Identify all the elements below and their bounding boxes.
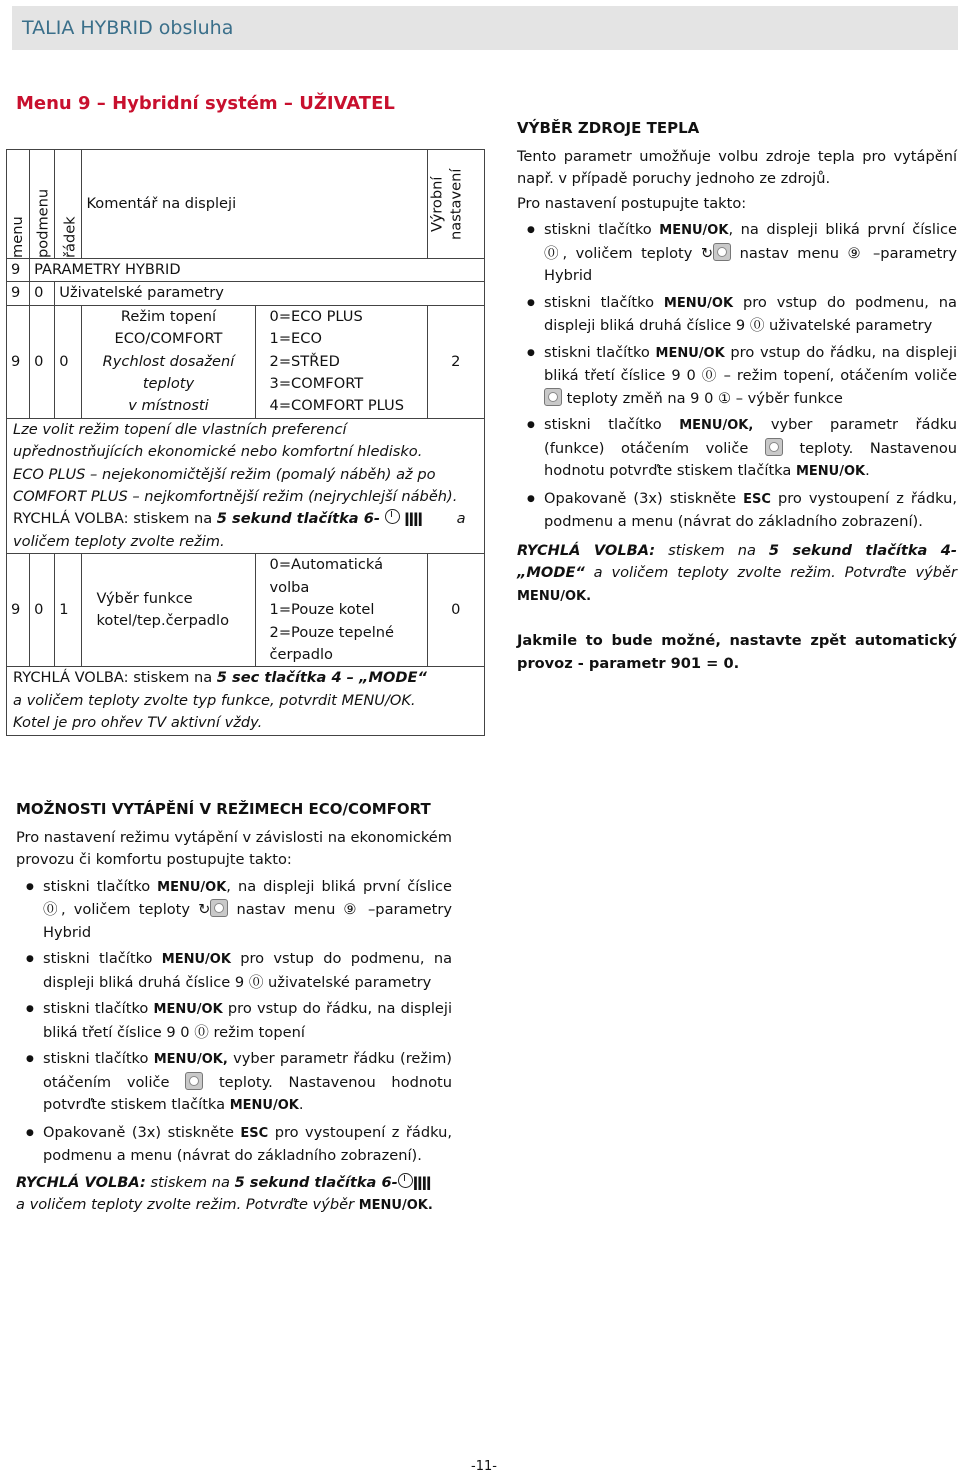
- intro-text: Pro nastavení režimu vytápění v závislosti na ekonomickém provozu či komfortu postupujte takto:: [16, 828, 452, 868]
- list-item: ● stiskni tlačítko MENU/OK, vyber parametr řádku (režim) otáčením voliče teploty. Nastavenou hodnotu potvrďte stiskem tlačítka MENU/OK.: [16, 1048, 452, 1118]
- bottom-section: [16, 798, 452, 1218]
- quick-select-note: [13, 667, 478, 689]
- param-name: Výběr funkce kotel/tep.čerpadlo: [82, 554, 255, 667]
- row-90-label: Uživatelské parametry: [55, 282, 485, 305]
- header-title: TALIA HYBRID obsluha: [22, 17, 234, 39]
- list-item: ● stiskni tlačítko MENU/OK, vyber parametr řádku (funkce) otáčením voliče teploty. Nastavenou hodnotu potvrďte stiskem tlačítka MENU/OK.: [517, 414, 957, 484]
- cell-menu: 9: [7, 305, 30, 418]
- param-name-line: teploty: [142, 375, 195, 393]
- list-item: ● stiskni tlačítko MENU/OK, na displeji bliká první číslice ⓪, voličem teploty ↻ nastav menu ⑨ –parametry Hybrid: [517, 219, 957, 288]
- row-9-label: PARAMETRY HYBRID: [30, 259, 485, 282]
- param-name-line: ECO/COMFORT: [114, 330, 223, 348]
- note-text: a voličem teploty zvolte typ funkce, potvrdit MENU/OK.: [13, 691, 416, 709]
- note-text: ECO PLUS – nejekonomičtější režim (pomalý náběh) až po COMFORT PLUS – nejkomfortnější režim (nejrychlejší náběh).: [13, 465, 458, 506]
- table-note-row: [7, 418, 485, 553]
- knob-icon: [713, 243, 731, 261]
- table-row: [7, 259, 485, 282]
- note-text: Lze volit režim topení dle vlastních preferencí upřednostňujících ekonomické nebo komfortní hledisko.: [13, 420, 423, 461]
- col-comment-header: Komentář na displeji: [82, 150, 427, 259]
- factory-value: 2: [427, 305, 484, 418]
- table-header-row: [7, 150, 485, 259]
- note-text: 5 sec tlačítka 4 – „MODE“: [216, 669, 427, 687]
- section-heading: MOŽNOSTI VYTÁPĚNÍ V REŽIMECH ECO/COMFORT: [16, 800, 431, 818]
- clock-icon: [385, 509, 400, 524]
- option-item: 1=Pouze kotel: [269, 601, 375, 619]
- menu-title: Menu 9 – Hybridní systém – UŽIVATEL: [16, 93, 395, 114]
- list-item: ● stiskni tlačítko MENU/OK pro vstup do řádku, na displeji bliká třetí číslice 9 0 ⓪ režim topení: [16, 998, 452, 1044]
- clock-icon: [398, 1173, 413, 1188]
- table-note-row: [7, 667, 485, 735]
- knob-icon: [185, 1072, 203, 1090]
- note-text: RYCHLÁ VOLBA: stiskem na: [13, 510, 213, 528]
- col-radek-header: řádek: [55, 150, 82, 259]
- param-name-line: Režim topení: [120, 307, 217, 325]
- cell-menu: 9: [7, 259, 30, 282]
- factory-header-text: Výrobní nastavení: [428, 168, 465, 240]
- note-text: voličem teploty zvolte režim.: [13, 532, 225, 550]
- list-item: ● stiskni tlačítko MENU/OK pro vstup do řádku, na displeji bliká třetí číslice 9 0 ⓪ – režim topení, otáčením voliče teploty změň na 9 0 ① – výběr funkce: [517, 342, 957, 411]
- quick-select: RYCHLÁ VOLBA: stiskem na 5 sekund tlačítka 6- ǀǀǀǀ a voličem teploty zvolte režim. Potvrďte výběr MENU/OK.: [16, 1173, 433, 1213]
- list-item: ● stiskni tlačítko MENU/OK pro vstup do podmenu, na displeji bliká druhá číslice 9 ⓪ uživatelské parametry: [517, 292, 957, 338]
- note-text: a: [456, 510, 466, 528]
- steps-list: [16, 876, 452, 1168]
- cell-podmenu: 0: [30, 554, 55, 667]
- list-item: ● stiskni tlačítko MENU/OK, na displeji bliká první číslice ⓪, voličem teploty ↻ nastav menu ⑨ –parametry Hybrid: [16, 876, 452, 945]
- table-row: [7, 554, 485, 667]
- cell-radek: 0: [55, 305, 82, 418]
- cell-menu: 9: [7, 554, 30, 667]
- factory-value: 0: [427, 554, 484, 667]
- col-podmenu-header: podmenu: [30, 150, 55, 259]
- param-options: [255, 554, 427, 667]
- section-heading: VÝBĚR ZDROJE TEPLA: [517, 119, 700, 137]
- col-menu-header: menu: [7, 150, 30, 259]
- note-text: 5 sekund tlačítka 6-: [216, 510, 380, 528]
- note-901: [7, 667, 485, 735]
- option-item: 0=Automatická volba: [269, 556, 384, 596]
- col-factory-header: [427, 150, 484, 259]
- option-item: 3=COMFORT: [269, 375, 364, 393]
- parameter-table: [6, 149, 485, 736]
- steps-intro: Pro nastavení postupujte takto:: [517, 194, 747, 212]
- knob-icon: [544, 388, 562, 406]
- quick-select: RYCHLÁ VOLBA: stiskem na 5 sekund tlačítka 4- „MODE“ a voličem teploty zvolte režim. Potvrďte výběr MENU/OK.: [517, 541, 958, 604]
- list-item: ● stiskni tlačítko MENU/OK pro vstup do podmenu, na displeji bliká druhá číslice 9 ⓪ uživatelské parametry: [16, 948, 452, 994]
- knob-icon: [210, 899, 228, 917]
- option-item: 2=STŘED: [269, 352, 340, 370]
- option-item: 2=Pouze tepelné čerpadlo: [269, 623, 395, 663]
- right-column: [517, 117, 957, 675]
- cell-radek: 1: [55, 554, 82, 667]
- bars-icon: ǀǀǀǀ: [404, 510, 422, 528]
- option-item: 0=ECO PLUS: [269, 307, 363, 325]
- knob-icon: [765, 438, 783, 456]
- note-text: Kotel je pro ohřev TV aktivní vždy.: [13, 714, 263, 732]
- option-item: 1=ECO: [269, 330, 322, 348]
- table-row: [7, 282, 485, 305]
- page-number: -11-: [471, 1459, 497, 1474]
- list-item: ● Opakovaně (3x) stiskněte ESC pro vystoupení z řádku, podmenu a menu (návrat do základního zobrazení).: [16, 1122, 452, 1168]
- param-name: [82, 305, 255, 418]
- bars-icon: ǀǀǀǀ: [412, 1173, 431, 1191]
- cell-podmenu: 0: [30, 305, 55, 418]
- note-900: [7, 418, 485, 553]
- steps-list: [517, 219, 957, 534]
- option-item: 4=COMFORT PLUS: [269, 397, 404, 415]
- param-name-line: Rychlost dosažení: [102, 352, 235, 370]
- final-note: Jakmile to bude možné, nastavte zpět automatický provoz - parametr 901 = 0.: [517, 632, 957, 672]
- quick-select-note: [13, 508, 478, 530]
- cell-menu: 9: [7, 282, 30, 305]
- note-text: RYCHLÁ VOLBA: stiskem na: [13, 669, 213, 687]
- page-header: [12, 6, 958, 50]
- cell-podmenu: 0: [30, 282, 55, 305]
- table-row: [7, 305, 485, 418]
- list-item: ● Opakovaně (3x) stiskněte ESC pro vystoupení z řádku, podmenu a menu (návrat do základního zobrazení).: [517, 488, 957, 534]
- intro-text: Tento parametr umožňuje volbu zdroje tepla pro vytápění např. v případě poruchy jednoho ze zdrojů.: [517, 147, 957, 187]
- param-name-line: v místnosti: [128, 397, 209, 415]
- param-options: [255, 305, 427, 418]
